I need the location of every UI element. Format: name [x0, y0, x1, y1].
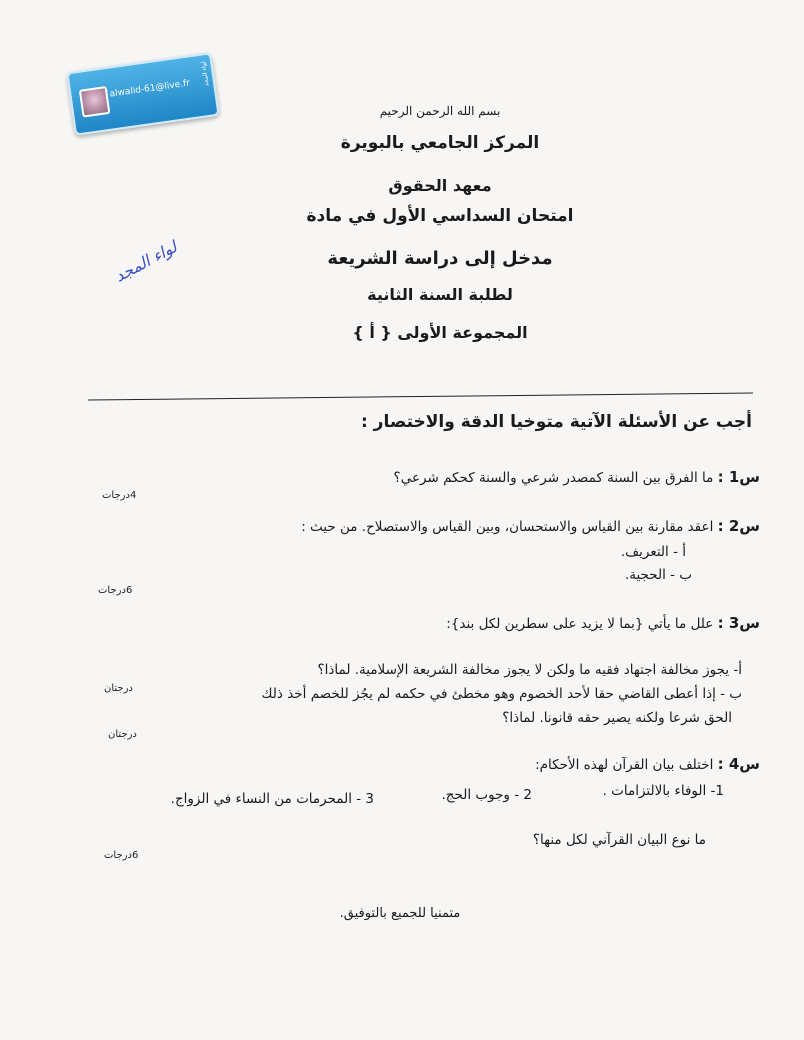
question-text: اختلف بيان القرآن لهذه الأحكام:: [535, 757, 714, 773]
grade-label: درجتان: [108, 729, 137, 740]
grade-label: 4درجات: [102, 490, 137, 501]
question-3: [446, 614, 760, 632]
question-number: س1 :: [717, 468, 760, 486]
question-item: 1- الوفاء بالالتزامات .: [602, 783, 724, 799]
watermark-badge: [66, 52, 219, 136]
department-name: معهد الحقوق: [388, 176, 492, 195]
handwritten-signature: لواء المجد: [111, 237, 181, 286]
question-item: 2 - وجوب الحج.: [441, 787, 532, 803]
question-text: علل ما يأتي {بما لا يزيد على سطرين لكل بند}:: [446, 616, 714, 632]
student-level: لطلبة السنة الثانية: [367, 285, 513, 304]
basmala: بسم الله الرحمن الرحيم: [379, 104, 501, 118]
question-number: س4 :: [717, 755, 760, 773]
question-number: س2 :: [717, 517, 760, 535]
question-1: [394, 468, 760, 486]
grade-label: 6درجات: [104, 850, 139, 861]
question-item: ب - إذا أعطى القاضي حقا لأحد الخصوم وهو مخطئ في حكمه لم يجُز للخصم أخذ ذلك: [261, 686, 742, 702]
watermark-email: alwalid-61@live.fr: [109, 78, 191, 100]
question-text: ما الفرق بين السنة كمصدر شرعي والسنة كحكم شرعي؟: [393, 470, 714, 486]
watermark-name: لواء المجد: [200, 60, 211, 87]
question-item: الحق شرعا ولكنه يصير حقه قانونا. لماذا؟: [502, 710, 732, 726]
divider-line: [88, 393, 753, 401]
question-4: [535, 755, 760, 773]
group-label: المجموعة الأولى { أ }: [352, 323, 528, 342]
grade-label: 6درجات: [98, 585, 133, 596]
question-item: أ - التعريف.: [620, 544, 686, 560]
instructions: أجب عن الأسئلة الآتية متوخيا الدقة والاختصار :: [360, 412, 752, 432]
avatar: [79, 86, 111, 118]
question-item: أ- يجوز مخالفة اجتهاد فقيه ما ولكن لا يجوز مخالفة الشريعة الإسلامية. لماذا؟: [317, 662, 742, 678]
question-text: اعقد مقارنة بين القياس والاستحسان، وبين القياس والاستصلاح. من حيث :: [301, 519, 714, 535]
grade-label: درجتان: [104, 683, 133, 694]
institution-name: المركز الجامعي بالبويرة: [340, 133, 540, 153]
question-item: ب - الحجية.: [624, 567, 692, 583]
exam-title: امتحان السداسي الأول في مادة: [306, 206, 574, 226]
subject-title: مدخل إلى دراسة الشريعة: [327, 248, 553, 269]
question-followup: ما نوع البيان القرآني لكل منها؟: [532, 832, 706, 848]
question-2: [301, 517, 760, 535]
question-number: س3 :: [717, 614, 760, 632]
question-item: 3 - المحرمات من النساء في الزواج.: [170, 791, 374, 807]
closing-message: متمنيا للجميع بالتوفيق.: [339, 906, 461, 921]
